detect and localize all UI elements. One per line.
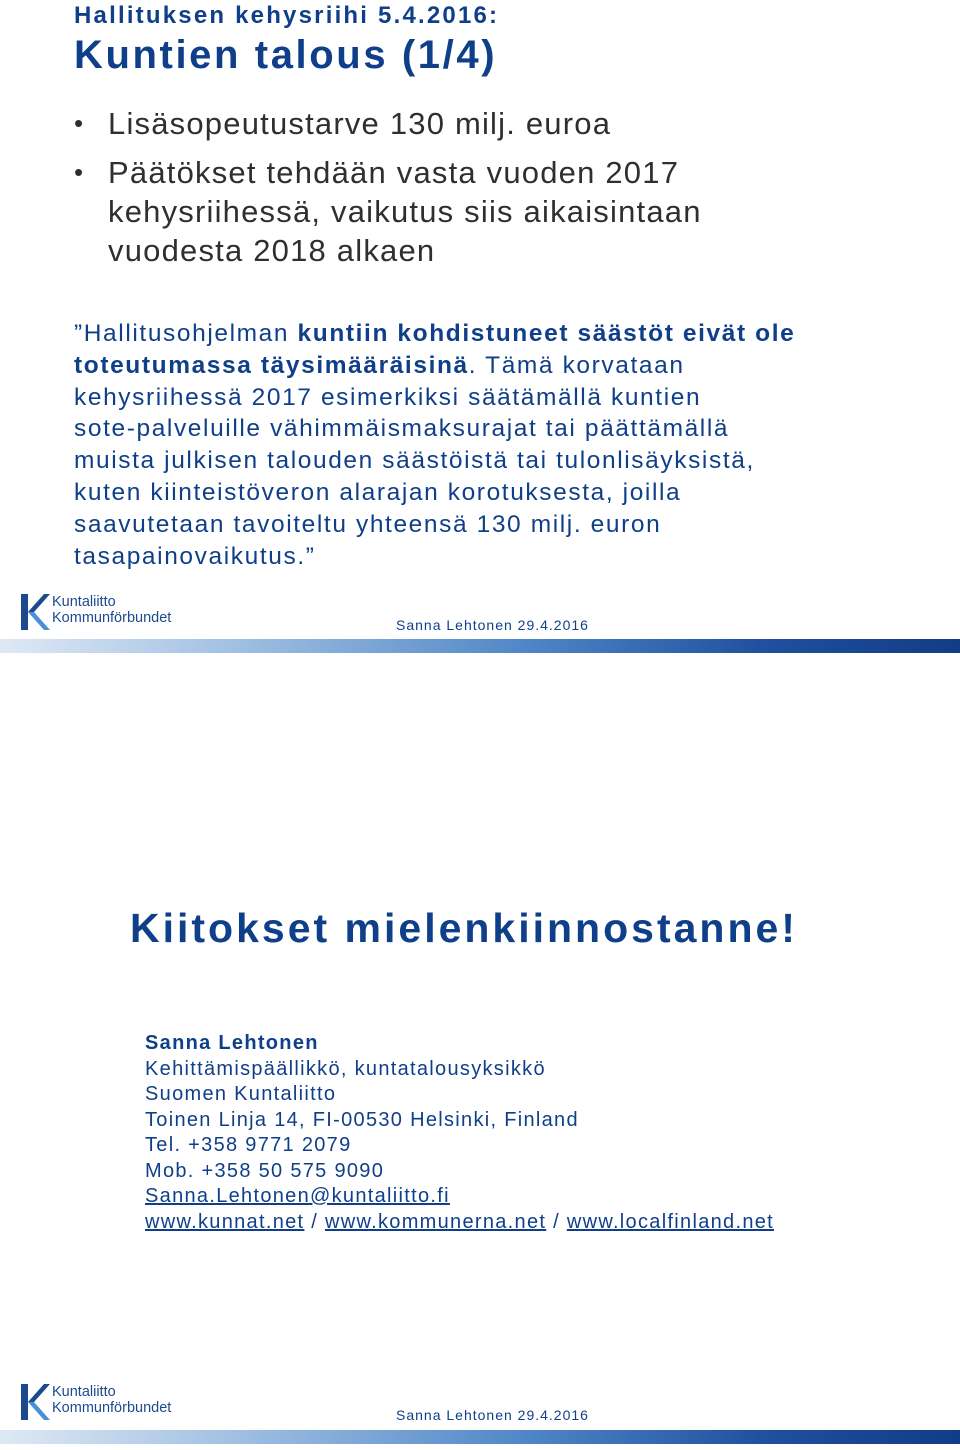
- bullet-item: • Päätökset tehdään vasta vuoden 2017 kehysriihessä, vaikutus siis aikaisintaan vuodesta 2018 alkaen: [74, 153, 808, 270]
- contact-role: Kehittämispäällikkö, kuntatalousyksikkö: [145, 1057, 546, 1080]
- quote-text: muista julkisen talouden säästöistä tai tulonlisäyksistä,: [74, 447, 755, 475]
- quote-text: ”Hallitusohjelman: [74, 320, 298, 347]
- quote-text: sote-palveluille vähimmäismaksurajat tai päättämällä: [74, 415, 730, 443]
- contact-mob: Mob. +358 50 575 9090: [145, 1159, 385, 1182]
- footer-bar: [0, 639, 960, 653]
- quote-text: . Tämä korvataan: [468, 351, 685, 379]
- link-separator: /: [546, 1210, 567, 1233]
- contact-tel: Tel. +358 9771 2079: [145, 1134, 352, 1156]
- kuntaliitto-logo: [20, 592, 200, 634]
- link-separator: /: [304, 1210, 325, 1233]
- quote-text: saavutetaan tavoiteltu yhteensä 130 milj. euron: [74, 510, 662, 538]
- logo-text: Kuntaliitto: [52, 1384, 116, 1400]
- quote-emphasis: toteutumassa täysimääräisinä: [74, 351, 469, 379]
- bullet-list: [74, 104, 808, 280]
- kuntaliitto-logo-icon: [20, 1382, 50, 1422]
- kommunerna-link[interactable]: www.kommunerna.net: [324, 1210, 547, 1233]
- footer-bar: [0, 1430, 960, 1444]
- quote-text: kuten kiinteistöveron alarajan korotuksesta, joilla: [74, 478, 682, 506]
- footer-author-date: Sanna Lehtonen 29.4.2016: [396, 617, 589, 633]
- slide-kicker: Hallituksen kehysriihi 5.4.2016:: [74, 2, 500, 29]
- kunnat-link[interactable]: www.kunnat.net: [145, 1210, 305, 1233]
- logo-text: Kommunförbundet: [52, 610, 172, 626]
- contact-block: [145, 1031, 774, 1235]
- email-link[interactable]: Sanna.Lehtonen@kuntaliitto.fi: [145, 1185, 450, 1207]
- localfinland-link[interactable]: www.localfinland.net: [566, 1210, 775, 1233]
- quote-emphasis: kuntiin kohdistuneet säästöt eivät ole: [297, 320, 796, 347]
- kuntaliitto-logo-icon: [20, 592, 50, 632]
- quote-block: [74, 318, 914, 572]
- footer-author-date: Sanna Lehtonen 29.4.2016: [396, 1407, 589, 1423]
- contact-address: Toinen Linja 14, FI-00530 Helsinki, Finland: [145, 1108, 579, 1131]
- slide-2: [0, 725, 960, 1450]
- logo-text: Kommunförbundet: [52, 1400, 172, 1416]
- thanks-heading: Kiitokset mielenkiinnostanne!: [130, 905, 798, 951]
- quote-text: kehysriihessä 2017 esimerkiksi säätämällä kuntien: [74, 383, 702, 411]
- quote-text: tasapainovaikutus.”: [74, 542, 316, 570]
- bullet-item: • Lisäsopeutustarve 130 milj. euroa: [74, 104, 808, 143]
- logo-text: Kuntaliitto: [52, 594, 116, 610]
- contact-org: Suomen Kuntaliitto: [145, 1083, 337, 1105]
- contact-name: Sanna Lehtonen: [145, 1032, 319, 1054]
- kuntaliitto-logo: [20, 1382, 200, 1424]
- slide-title: Kuntien talous (1/4): [74, 33, 498, 77]
